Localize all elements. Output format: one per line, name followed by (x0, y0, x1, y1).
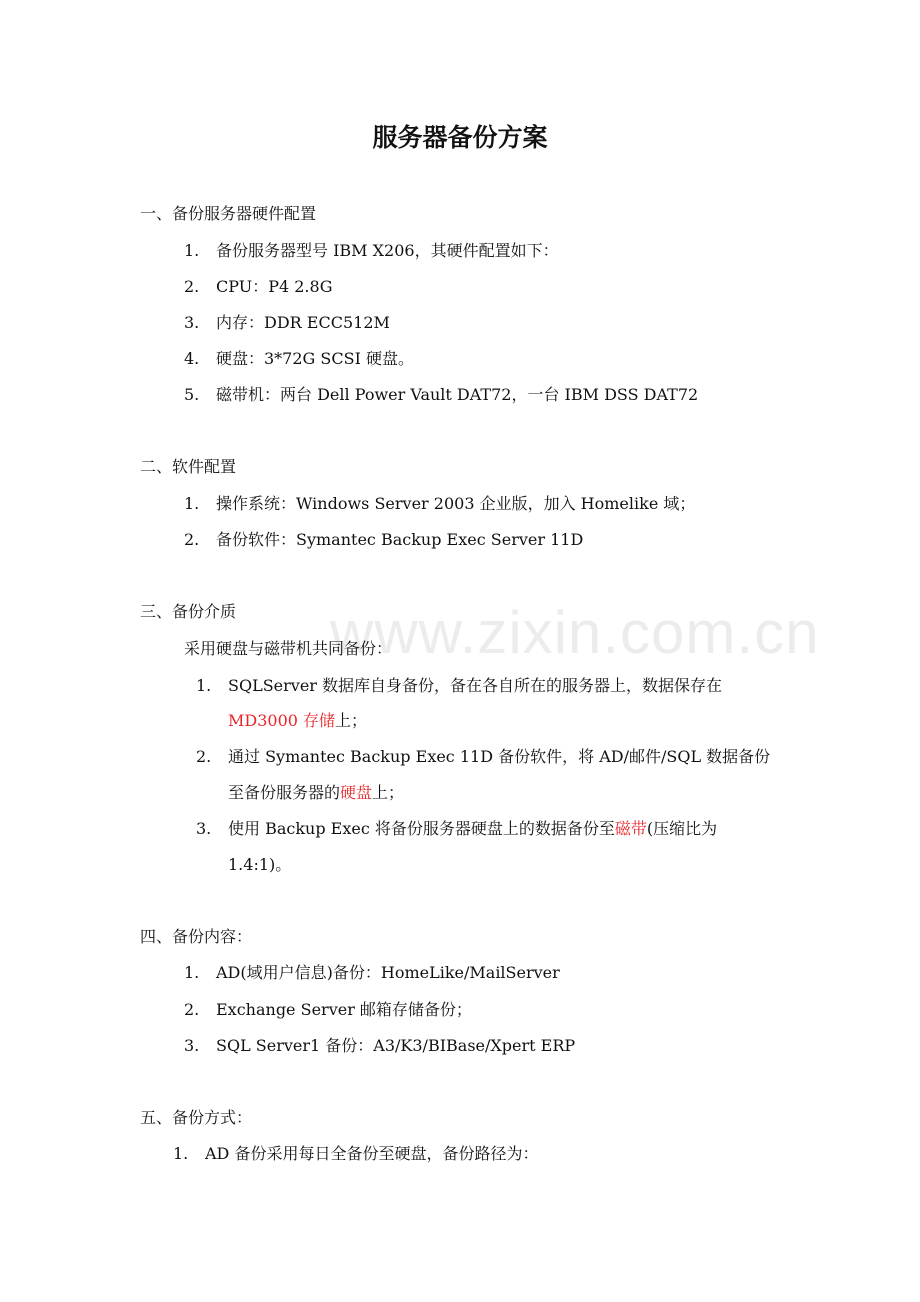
list-item: 3. 内存：DDR ECC512M (184, 313, 390, 332)
list-item: 5. 磁带机：两台 Dell Power Vault DAT72，一台 IBM DSS DAT72 (184, 385, 699, 404)
list-item: 1. AD(域用户信息)备份：HomeLike/MailServer (184, 963, 560, 982)
page-title: 服务器备份方案 (372, 123, 548, 152)
list-item-continuation: 至备份服务器的硬盘上； (228, 783, 405, 802)
section-5-heading: 五、备份方式： (140, 1108, 253, 1127)
highlight-text: 磁带 (614, 819, 647, 838)
list-item: 2. 通过 Symantec Backup Exec 11D 备份软件，将 AD/邮件/SQL 数据备份 (196, 747, 771, 766)
list-item: 1. SQLServer 数据库自身备份，备在各自所在的服务器上，数据保存在 (196, 676, 723, 695)
list-item: 3. SQL Server1 备份：A3/K3/BIBase/Xpert ERP (184, 1036, 576, 1055)
list-item: 1. AD 备份采用每日全备份至硬盘，备份路径为： (173, 1144, 539, 1163)
list-item: 4. 硬盘：3*72G SCSI 硬盘。 (184, 349, 414, 368)
section-4-heading: 四、备份内容： (140, 927, 253, 946)
list-item: 2. CPU：P4 2.8G (184, 277, 333, 296)
section-1-heading: 一、备份服务器硬件配置 (140, 204, 317, 223)
list-item: 1. 备份服务器型号 IBM X206，其硬件配置如下： (184, 241, 559, 260)
list-item-continuation: 1.4:1)。 (228, 855, 292, 874)
list-item: 2. 备份软件：Symantec Backup Exec Server 11D (184, 530, 584, 549)
highlight-text: 硬盘 (340, 783, 373, 802)
watermark: www.zixin.com.cn (330, 599, 820, 666)
highlight-text: MD3000 存储 (228, 711, 336, 730)
section-3-heading: 三、备份介质 (140, 602, 237, 621)
list-item: 1. 操作系统：Windows Server 2003 企业版，加入 Homelike 域； (184, 494, 696, 513)
section-2-heading: 二、软件配置 (140, 457, 237, 476)
list-item-continuation: MD3000 存储上； (228, 711, 368, 730)
section-3-intro: 采用硬盘与磁带机共同备份： (184, 639, 393, 658)
list-item: 2. Exchange Server 邮箱存储备份； (184, 1000, 472, 1019)
list-item: 3. 使用 Backup Exec 将备份服务器硬盘上的数据备份至磁带(压缩比为 (196, 819, 718, 838)
